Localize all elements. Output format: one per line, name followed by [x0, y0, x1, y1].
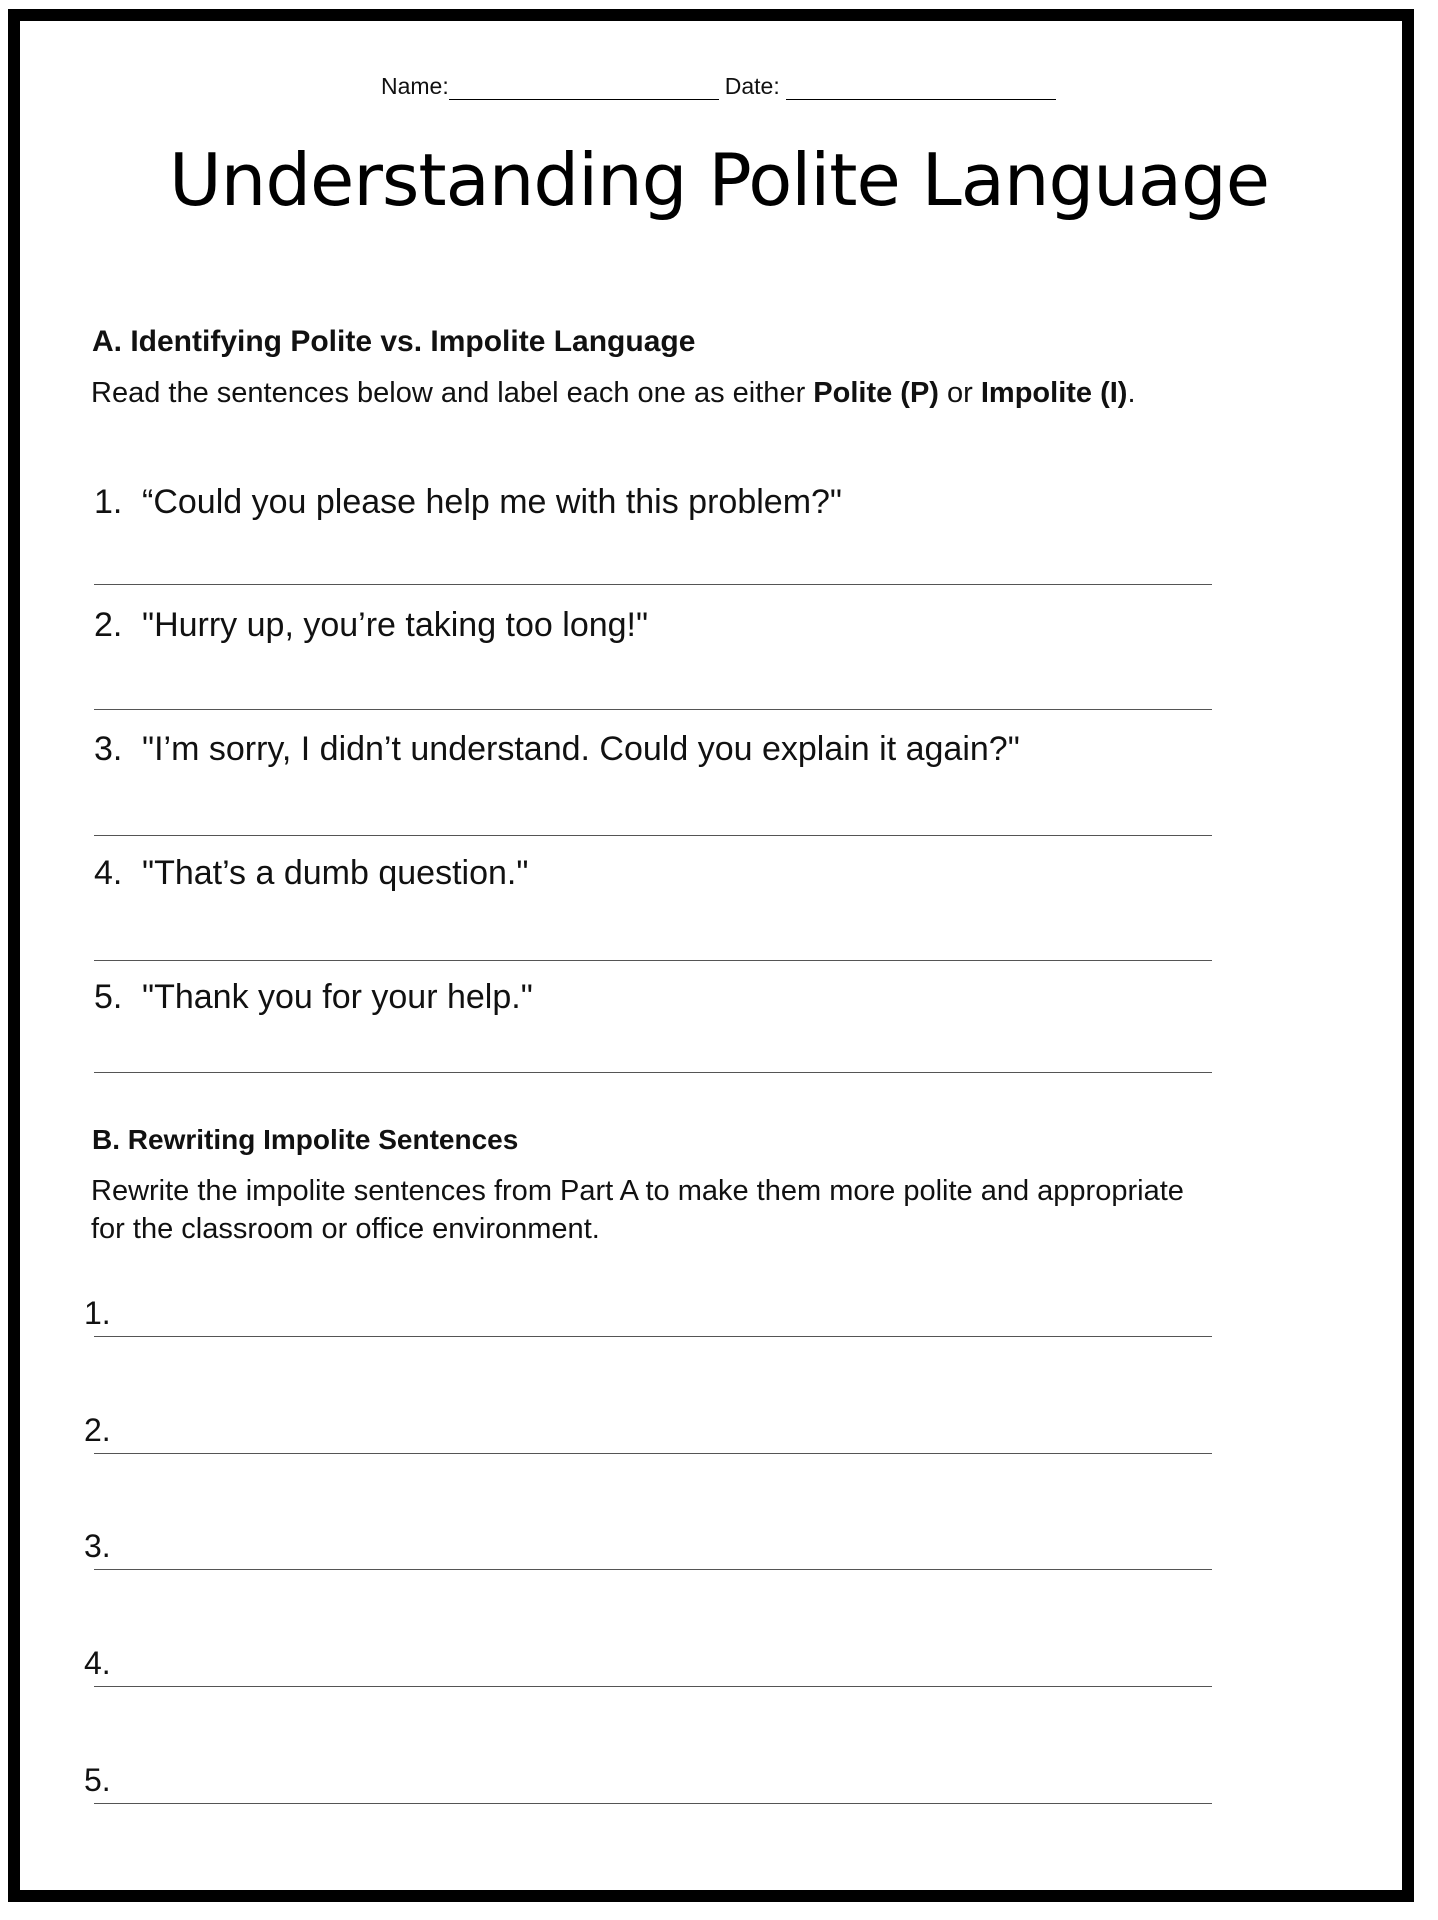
instruction-line-1: Rewrite the impolite sentences from Part A to make them more polite and appropriate [91, 1175, 1184, 1207]
item-text: "That’s a dumb question." [142, 854, 529, 892]
item-number: 2. [94, 606, 123, 644]
answer-line[interactable] [94, 709, 1212, 710]
rewrite-number: 3. [84, 1528, 111, 1564]
rewrite-line[interactable] [94, 1569, 1212, 1570]
sentence-item [94, 854, 528, 893]
section-a-heading: A. Identifying Polite vs. Impolite Language [92, 325, 696, 358]
rewrite-number: 4. [84, 1645, 111, 1681]
item-text: "I’m sorry, I didn’t understand. Could you explain it again?" [142, 730, 1020, 768]
item-text: "Hurry up, you’re taking too long!" [142, 606, 649, 644]
answer-line[interactable] [94, 835, 1212, 836]
item-number: 5. [94, 978, 123, 1016]
instruction-text: Read the sentences below and label each one as either [91, 377, 814, 409]
section-b-heading: B. Rewriting Impolite Sentences [92, 1124, 519, 1155]
section-a-instructions [91, 374, 1136, 412]
section-b-instructions [91, 1172, 1184, 1248]
instruction-or: or [938, 377, 981, 409]
name-date-header [381, 73, 1056, 100]
worksheet-title: Understanding Polite Language [168, 138, 1269, 222]
polite-label: Polite (P) [813, 377, 939, 409]
item-text: “Could you please help me with this problem?" [142, 483, 842, 521]
impolite-label: Impolite (I) [980, 377, 1128, 409]
item-text: "Thank you for your help." [142, 978, 533, 1016]
answer-line[interactable] [94, 1072, 1212, 1073]
item-number: 1. [94, 483, 123, 521]
sentence-item [94, 978, 533, 1017]
instruction-period: . [1127, 377, 1136, 409]
sentence-item [94, 483, 842, 522]
rewrite-number: 5. [84, 1762, 111, 1798]
item-number: 4. [94, 854, 123, 892]
name-blank[interactable] [449, 79, 719, 100]
rewrite-line[interactable] [94, 1686, 1212, 1687]
rewrite-line[interactable] [94, 1803, 1212, 1804]
instruction-line-2: for the classroom or office environment. [91, 1213, 600, 1245]
rewrite-line[interactable] [94, 1336, 1212, 1337]
answer-line[interactable] [94, 960, 1212, 961]
item-number: 3. [94, 730, 123, 768]
sentence-item [94, 730, 1020, 769]
page-border [8, 9, 1414, 1902]
rewrite-number: 1. [84, 1295, 111, 1331]
answer-line[interactable] [94, 584, 1212, 585]
sentence-item [94, 606, 648, 645]
date-label: Date: [724, 73, 780, 99]
date-blank[interactable] [786, 79, 1056, 100]
rewrite-number: 2. [84, 1412, 111, 1448]
rewrite-line[interactable] [94, 1453, 1212, 1454]
name-label: Name: [381, 73, 449, 99]
